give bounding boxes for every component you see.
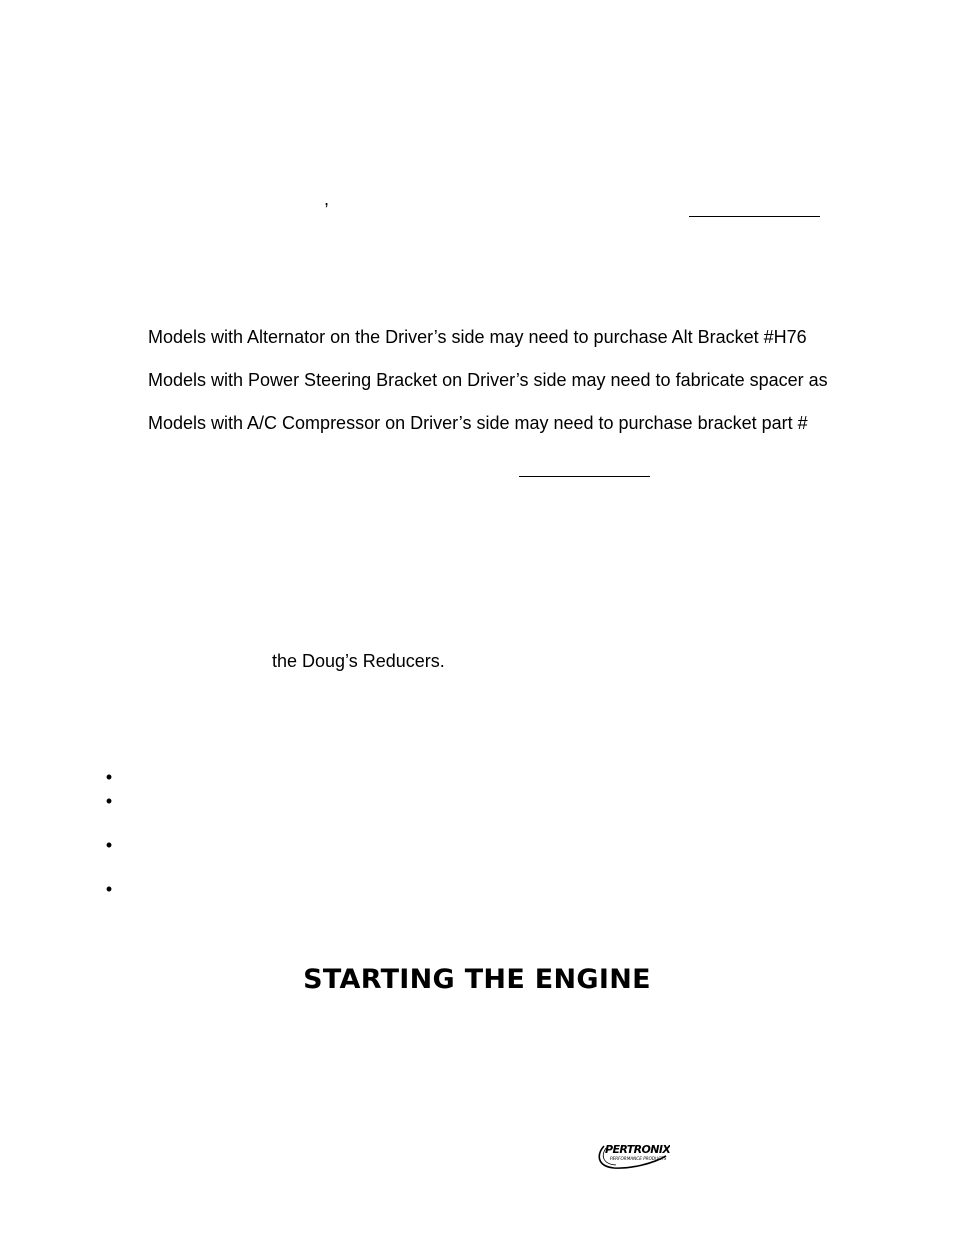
stray-comma: , — [324, 189, 330, 209]
ac-compressor-note: Models with A/C Compressor on Driver’s side may need to purchase bracket part # — [148, 413, 808, 433]
power-steering-note: Models with Power Steering Bracket on Driver’s side may need to fabricate spacer as — [148, 370, 828, 390]
reducers-note: the Doug’s Reducers. — [272, 651, 445, 671]
fill-in-underline — [519, 476, 650, 477]
svg-text:PERTRONIX: PERTRONIX — [605, 1143, 670, 1156]
svg-text:PERFORMANCE PRODUCTS: PERFORMANCE PRODUCTS — [610, 1156, 667, 1161]
alternator-note: Models with Alternator on the Driver’s side may need to purchase Alt Bracket #H76 — [148, 327, 807, 347]
bullet-point: • — [105, 835, 113, 855]
fill-in-underline — [689, 216, 820, 217]
bullet-point: • — [105, 767, 113, 787]
bullet-point: • — [105, 791, 113, 811]
pertronix-logo — [594, 1138, 670, 1170]
bullet-point: • — [105, 879, 113, 899]
section-heading: STARTING THE ENGINE — [303, 964, 651, 995]
